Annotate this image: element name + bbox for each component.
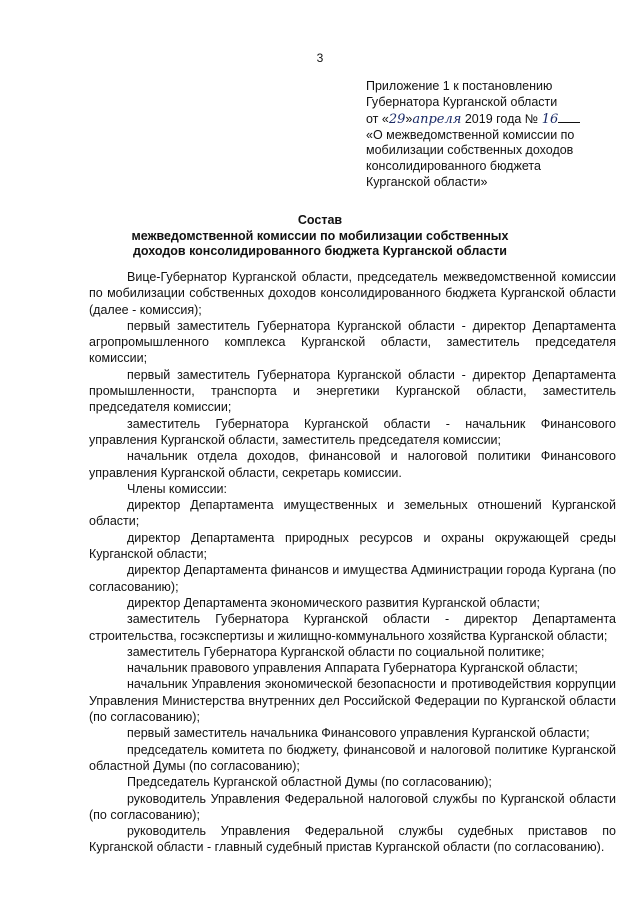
- appendix-block: [366, 79, 616, 190]
- paragraph: заместитель Губернатора Курганской области по социальной политике;: [127, 644, 545, 659]
- paragraph: Председатель Курганской областной Думы (по согласованию);: [127, 775, 492, 790]
- appendix-line-1: Приложение 1 к постановлению: [366, 79, 553, 93]
- document-heading: [0, 213, 640, 260]
- appendix-title-line-3: консолидированного бюджета: [366, 158, 541, 173]
- paragraph: первый заместитель Губернатора Курганской области - директор Департамента промышленности, транспорта и энергетики Курганской области, заместитель председателя комиссии;: [89, 367, 616, 415]
- paragraph: руководитель Управления Федеральной налоговой службы по Курганской области (по согласованию);: [89, 791, 616, 822]
- heading-line-1: Состав: [297, 213, 343, 227]
- paragraph: председатель комитета по бюджету, финансовой и налоговой политике Курганской областной Думы (по согласованию);: [89, 742, 616, 773]
- appendix-title-line-4: Курганской области»: [366, 174, 488, 189]
- paragraph: руководитель Управления Федеральной службы судебных приставов по Курганской области - главный судебный пристав Курганской области (по согласованию).: [89, 824, 616, 855]
- members-heading: Члены комиссии:: [127, 481, 228, 496]
- paragraph: Вице-Губернатор Курганской области, председатель межведомственной комиссии по мобилизации собственных доходов консолидированного бюджета Курганской области (далее - комиссия);: [89, 270, 616, 317]
- paragraph: заместитель Губернатора Курганской области - начальник Финансового управления Курганской области, заместитель председателя комиссии;: [89, 416, 616, 447]
- year-text: 2019 года №: [464, 112, 539, 127]
- paragraph: директор Департамента имущественных и земельных отношений Курганской области;: [89, 498, 616, 529]
- appendix-date-line: [366, 110, 616, 128]
- paragraph: директор Департамента природных ресурсов и охраны окружающей среды Курганской области;: [89, 530, 616, 562]
- appendix-title-line-1: «О межведомственной комиссии по: [366, 127, 575, 142]
- paragraph: директор Департамента финансов и имущества Администрации города Кургана (по согласованию);: [89, 563, 616, 594]
- paragraph: начальник отдела доходов, финансовой и налоговой политики Финансового управления Курганской области, секретарь комиссии.: [89, 449, 616, 480]
- heading-line-3: доходов консолидированного бюджета Курганской области: [132, 244, 507, 259]
- paragraph: начальник Управления экономической безопасности и противодействия коррупции Управления Министерства внутренних дел Российской Федерации по Курганской области (по согласованию);: [89, 677, 616, 725]
- paragraph: директор Департамента экономического развития Курганской области;: [127, 595, 540, 610]
- paragraph: первый заместитель Губернатора Курганской области - директор Департамента агропромышленного комплекса Курганской области, заместитель председателя комиссии;: [89, 318, 616, 366]
- appendix-line-2: Губернатора Курганской области: [366, 94, 558, 109]
- paragraph: начальник правового управления Аппарата Губернатора Курганской области;: [127, 661, 578, 676]
- paragraph: первый заместитель начальника Финансового управления Курганской области;: [127, 726, 590, 741]
- handwritten-number: 16: [541, 112, 559, 128]
- date-prefix: от «: [366, 112, 389, 127]
- signature-blank: [558, 110, 580, 123]
- heading-line-2: межведомственной комиссии по мобилизации собственных: [131, 228, 509, 243]
- handwritten-day: 29: [388, 112, 406, 128]
- appendix-title-line-2: мобилизации собственных доходов: [366, 143, 574, 158]
- page-number: 3: [316, 51, 324, 65]
- paragraph: заместитель Губернатора Курганской области - директор Департамента строительства, госэкспертизы и жилищно-коммунального хозяйства Курганской области;: [89, 612, 616, 643]
- commission-members-list: [89, 269, 616, 856]
- handwritten-month: апреля: [412, 112, 462, 128]
- date-quote-close: »: [405, 112, 413, 127]
